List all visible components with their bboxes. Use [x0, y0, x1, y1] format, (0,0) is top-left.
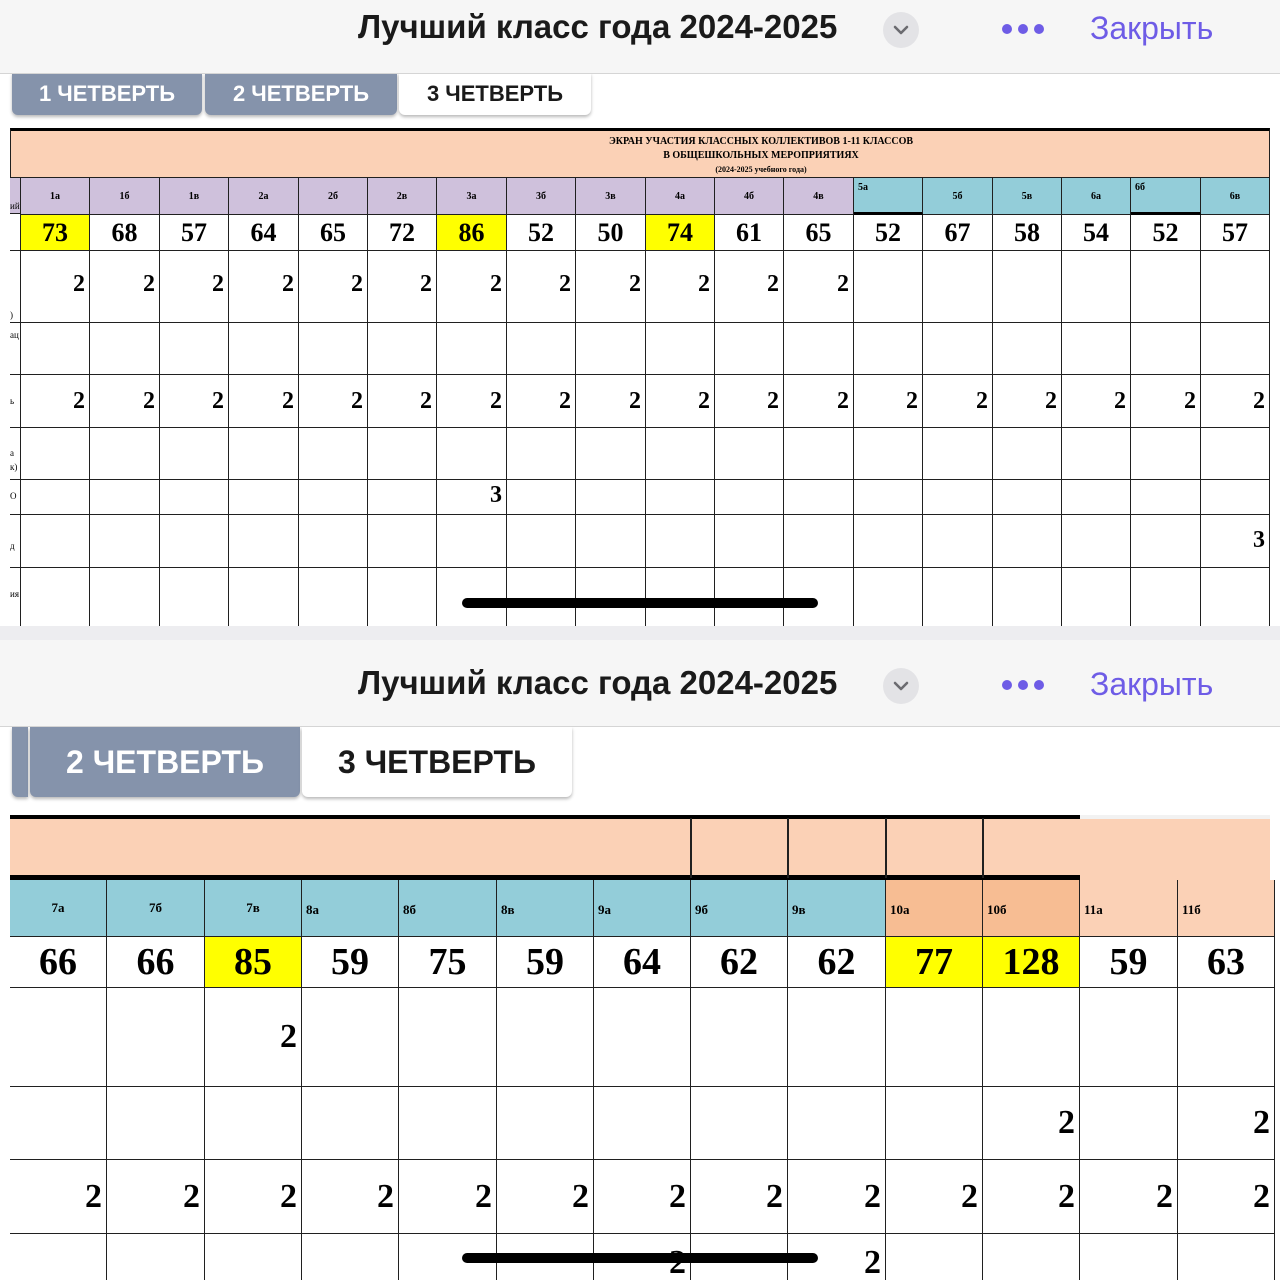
points-cell: 2	[229, 375, 299, 428]
points-cell	[399, 1087, 497, 1160]
points-cell: 2	[299, 375, 368, 428]
points-cell	[497, 1087, 594, 1160]
points-cell	[784, 568, 854, 626]
sheet-title	[511, 135, 1011, 177]
row-label-fragment: к)	[10, 462, 18, 472]
points-cell	[886, 1234, 983, 1280]
points-cell	[21, 480, 90, 515]
points-cell	[437, 515, 507, 568]
class-header: 8в	[497, 880, 594, 937]
class-score: 52	[507, 215, 576, 251]
points-cell	[90, 323, 160, 375]
class-score: 59	[1080, 937, 1178, 988]
points-cell	[21, 515, 90, 568]
points-cell: 2	[229, 251, 299, 323]
tab-quarter-1-edge[interactable]	[12, 727, 28, 797]
points-cell: 2	[576, 251, 646, 323]
class-score: 64	[229, 215, 299, 251]
points-cell	[576, 515, 646, 568]
points-cell	[715, 480, 784, 515]
points-cell	[1131, 323, 1201, 375]
points-cell	[646, 515, 715, 568]
points-cell	[691, 988, 788, 1087]
class-score: 52	[1131, 215, 1201, 251]
class-header: 5а	[854, 178, 923, 215]
points-cell: 2	[21, 375, 90, 428]
class-header: 10б	[983, 880, 1080, 937]
class-header: 2в	[368, 178, 437, 215]
points-cell	[368, 323, 437, 375]
class-score: 86	[437, 215, 507, 251]
more-icon[interactable]	[1002, 20, 1046, 36]
points-cell: 2	[993, 375, 1062, 428]
class-header: 3а	[437, 178, 507, 215]
points-cell	[993, 515, 1062, 568]
points-cell	[993, 480, 1062, 515]
points-cell	[205, 1234, 302, 1280]
points-cell	[854, 323, 923, 375]
points-cell: 2	[437, 251, 507, 323]
points-cell	[1201, 568, 1270, 626]
points-cell	[1131, 480, 1201, 515]
class-header: 1а	[21, 178, 90, 215]
points-cell	[788, 988, 886, 1087]
class-header: 9б	[691, 880, 788, 937]
points-cell	[1062, 323, 1131, 375]
points-cell	[90, 428, 160, 480]
points-cell: 2	[646, 251, 715, 323]
points-cell	[1080, 1087, 1178, 1160]
row-label-fragment: ь	[10, 396, 15, 406]
points-cell: 2	[854, 375, 923, 428]
points-cell	[10, 988, 107, 1087]
points-cell	[1080, 1234, 1178, 1280]
tab-quarter-2[interactable]: 2 ЧЕТВЕРТЬ	[30, 727, 300, 797]
row-label-fragment: )	[10, 310, 13, 320]
tab-quarter-3[interactable]: 3 ЧЕТВЕРТЬ	[302, 727, 572, 797]
points-cell	[715, 428, 784, 480]
screenshot-divider	[0, 626, 1280, 640]
row-label-fragment: ац	[10, 330, 19, 340]
class-score: 66	[107, 937, 205, 988]
points-cell	[21, 568, 90, 626]
points-cell	[160, 323, 229, 375]
class-header: 11а	[1080, 880, 1178, 937]
home-indicator	[462, 598, 818, 608]
class-score: 65	[299, 215, 368, 251]
points-cell	[205, 1087, 302, 1160]
row-label-fragment: О	[10, 491, 17, 501]
class-header: 4а	[646, 178, 715, 215]
points-cell	[302, 988, 399, 1087]
points-cell	[993, 251, 1062, 323]
points-cell	[299, 323, 368, 375]
points-cell	[107, 1087, 205, 1160]
points-cell: 2	[788, 1234, 886, 1280]
points-cell	[299, 480, 368, 515]
class-header: 3в	[576, 178, 646, 215]
points-cell: 2	[983, 1087, 1080, 1160]
points-cell: 2	[160, 375, 229, 428]
row-label-fragment: ий	[10, 201, 20, 211]
points-cell	[594, 988, 691, 1087]
points-cell	[302, 1234, 399, 1280]
points-cell	[1131, 428, 1201, 480]
points-cell	[507, 323, 576, 375]
class-header: 8а	[302, 880, 399, 937]
class-score: 58	[993, 215, 1062, 251]
points-cell: 2	[1080, 1160, 1178, 1234]
points-cell	[646, 323, 715, 375]
points-cell: 2	[784, 375, 854, 428]
class-score: 77	[886, 937, 983, 988]
header-divider	[885, 818, 887, 878]
class-score: 63	[1178, 937, 1275, 988]
points-cell	[90, 480, 160, 515]
points-cell	[923, 251, 993, 323]
points-cell	[160, 515, 229, 568]
class-score: 62	[691, 937, 788, 988]
points-cell	[107, 988, 205, 1087]
class-header: 7в	[205, 880, 302, 937]
points-cell	[507, 515, 576, 568]
points-cell: 2	[507, 375, 576, 428]
points-cell: 2	[1178, 1160, 1275, 1234]
class-header: 8б	[399, 880, 497, 937]
points-cell	[90, 515, 160, 568]
sheet-title-line: В ОБЩЕШКОЛЬНЫХ МЕРОПРИЯТИЯХ	[663, 150, 859, 161]
class-header: 4в	[784, 178, 854, 215]
points-cell	[1131, 515, 1201, 568]
window-title: Лучший класс года 2024-2025	[358, 8, 838, 45]
points-cell: 2	[576, 375, 646, 428]
class-header: 2б	[299, 178, 368, 215]
points-cell	[507, 480, 576, 515]
points-cell	[10, 1234, 107, 1280]
class-score: 54	[1062, 215, 1131, 251]
class-score: 64	[594, 937, 691, 988]
points-cell	[437, 568, 507, 626]
points-cell	[90, 568, 160, 626]
points-cell: 2	[507, 251, 576, 323]
class-score: 128	[983, 937, 1080, 988]
points-cell	[229, 568, 299, 626]
close-button[interactable]: Закрыть	[1090, 666, 1214, 702]
sheet-title-band-end	[1080, 815, 1270, 880]
points-cell	[854, 480, 923, 515]
points-cell	[923, 323, 993, 375]
nav-bar	[0, 640, 1280, 727]
points-cell	[1131, 568, 1201, 626]
points-cell	[1062, 515, 1131, 568]
class-score: 73	[21, 215, 90, 251]
tab-quarter-1[interactable]: 1 ЧЕТВЕРТЬ	[12, 73, 202, 115]
class-header: 4б	[715, 178, 784, 215]
header-divider	[982, 818, 984, 878]
class-header: 6б	[1131, 178, 1201, 215]
points-cell: 2	[368, 375, 437, 428]
points-cell: 3	[1201, 515, 1270, 568]
class-header: 7а	[10, 880, 107, 937]
sheet-title-line: ЭКРАН УЧАСТИЯ КЛАССНЫХ КОЛЛЕКТИВОВ 1-11 КЛАССОВ	[608, 136, 914, 147]
points-cell	[1201, 428, 1270, 480]
class-score: 67	[923, 215, 993, 251]
points-cell: 2	[299, 251, 368, 323]
points-cell: 2	[594, 1160, 691, 1234]
points-cell	[368, 515, 437, 568]
points-cell	[576, 480, 646, 515]
points-cell	[923, 568, 993, 626]
points-cell	[160, 428, 229, 480]
points-cell	[784, 428, 854, 480]
points-cell	[299, 428, 368, 480]
points-cell	[368, 568, 437, 626]
more-icon[interactable]	[1002, 676, 1046, 692]
points-cell	[1201, 323, 1270, 375]
points-cell	[437, 428, 507, 480]
points-cell	[1062, 480, 1131, 515]
points-cell	[437, 323, 507, 375]
class-score: 59	[497, 937, 594, 988]
points-cell	[21, 428, 90, 480]
points-cell	[107, 1234, 205, 1280]
points-cell	[983, 1234, 1080, 1280]
points-cell	[302, 1087, 399, 1160]
points-cell	[1062, 568, 1131, 626]
points-cell: 2	[205, 1160, 302, 1234]
nav-bar	[0, 0, 1280, 74]
points-cell	[594, 1087, 691, 1160]
class-header: 2а	[229, 178, 299, 215]
points-cell	[1201, 480, 1270, 515]
points-cell: 2	[784, 251, 854, 323]
points-cell: 2	[497, 1160, 594, 1234]
points-cell: 2	[10, 1160, 107, 1234]
class-score: 50	[576, 215, 646, 251]
points-cell	[160, 480, 229, 515]
class-header: 6а	[1062, 178, 1131, 215]
points-cell	[715, 323, 784, 375]
class-header: 10а	[886, 880, 983, 937]
points-cell	[21, 323, 90, 375]
class-header: 5б	[923, 178, 993, 215]
class-header: 11б	[1178, 880, 1275, 937]
chevron-down-icon[interactable]	[883, 12, 919, 48]
points-cell	[368, 428, 437, 480]
points-cell	[1062, 428, 1131, 480]
class-score: 66	[10, 937, 107, 988]
screenshot-bottom	[0, 640, 1280, 1280]
points-cell	[923, 428, 993, 480]
points-cell: 2	[691, 1160, 788, 1234]
points-cell	[497, 988, 594, 1087]
window-title: Лучший класс года 2024-2025	[358, 664, 838, 701]
points-cell	[1080, 988, 1178, 1087]
points-cell: 2	[368, 251, 437, 323]
points-cell	[160, 568, 229, 626]
points-cell: 2	[1062, 375, 1131, 428]
points-cell	[646, 568, 715, 626]
tab-quarter-3[interactable]: 3 ЧЕТВЕРТЬ	[399, 73, 591, 115]
class-score: 52	[854, 215, 923, 251]
points-cell	[10, 1087, 107, 1160]
points-cell	[1178, 1234, 1275, 1280]
points-cell	[983, 988, 1080, 1087]
points-cell	[399, 988, 497, 1087]
points-cell	[299, 515, 368, 568]
points-cell: 2	[90, 251, 160, 323]
points-cell	[923, 480, 993, 515]
points-cell	[854, 515, 923, 568]
points-cell	[854, 251, 923, 323]
points-cell	[368, 480, 437, 515]
class-score: 74	[646, 215, 715, 251]
class-header: 7б	[107, 880, 205, 937]
points-cell	[229, 515, 299, 568]
class-header: 6в	[1201, 178, 1270, 215]
points-cell	[576, 323, 646, 375]
points-cell	[886, 1087, 983, 1160]
class-header: 1б	[90, 178, 160, 215]
sheet-title-line: (2024-2025 учебного года)	[715, 165, 807, 174]
points-cell	[691, 1087, 788, 1160]
screenshot-top	[0, 0, 1280, 626]
row-stub	[10, 214, 21, 251]
class-header: 1в	[160, 178, 229, 215]
class-score: 57	[1201, 215, 1270, 251]
points-cell	[784, 323, 854, 375]
points-cell	[715, 515, 784, 568]
class-score: 59	[302, 937, 399, 988]
points-cell	[784, 480, 854, 515]
class-score: 68	[90, 215, 160, 251]
points-cell: 2	[715, 375, 784, 428]
points-cell	[923, 515, 993, 568]
class-score: 75	[399, 937, 497, 988]
points-cell	[646, 480, 715, 515]
sheet-title-band	[10, 128, 1270, 178]
points-cell: 2	[923, 375, 993, 428]
class-score: 57	[160, 215, 229, 251]
points-cell: 2	[715, 251, 784, 323]
class-score: 65	[784, 215, 854, 251]
points-cell	[886, 988, 983, 1087]
class-header: 9в	[788, 880, 886, 937]
points-cell	[299, 568, 368, 626]
class-score: 62	[788, 937, 886, 988]
header-divider	[787, 818, 789, 878]
points-cell	[993, 323, 1062, 375]
points-cell: 2	[1131, 375, 1201, 428]
points-cell: 2	[1201, 375, 1270, 428]
tab-quarter-2[interactable]: 2 ЧЕТВЕРТЬ	[205, 73, 397, 115]
points-cell: 2	[21, 251, 90, 323]
close-button[interactable]: Закрыть	[1090, 10, 1214, 46]
points-cell: 2	[107, 1160, 205, 1234]
points-cell: 2	[983, 1160, 1080, 1234]
class-header: 3б	[507, 178, 576, 215]
points-cell	[229, 480, 299, 515]
points-cell: 2	[399, 1160, 497, 1234]
points-cell: 2	[886, 1160, 983, 1234]
points-cell: 2	[205, 988, 302, 1087]
home-indicator	[462, 1253, 818, 1263]
row-label-fragment: д	[10, 541, 15, 551]
points-cell: 2	[302, 1160, 399, 1234]
points-cell	[646, 428, 715, 480]
row-label-fragment: а	[10, 448, 14, 458]
points-cell: 2	[90, 375, 160, 428]
class-score: 72	[368, 215, 437, 251]
class-score: 61	[715, 215, 784, 251]
header-divider	[690, 818, 692, 878]
points-cell	[993, 428, 1062, 480]
row-label-fragment: ия	[10, 589, 19, 599]
points-cell	[1131, 251, 1201, 323]
points-cell	[784, 515, 854, 568]
points-cell	[1178, 988, 1275, 1087]
points-cell: 2	[646, 375, 715, 428]
points-cell: 2	[1178, 1087, 1275, 1160]
points-cell	[1201, 251, 1270, 323]
points-cell	[1062, 251, 1131, 323]
points-cell	[854, 568, 923, 626]
chevron-down-icon[interactable]	[883, 668, 919, 704]
class-score: 85	[205, 937, 302, 988]
points-cell	[229, 323, 299, 375]
points-cell	[229, 428, 299, 480]
points-cell	[854, 428, 923, 480]
points-cell	[788, 1087, 886, 1160]
points-cell: 2	[437, 375, 507, 428]
points-cell: 3	[437, 480, 507, 515]
points-cell: 2	[788, 1160, 886, 1234]
class-header: 9а	[594, 880, 691, 937]
points-cell	[576, 428, 646, 480]
class-header: 5в	[993, 178, 1062, 215]
points-cell	[507, 428, 576, 480]
points-cell	[576, 568, 646, 626]
points-cell	[715, 568, 784, 626]
points-cell	[507, 568, 576, 626]
points-cell: 2	[160, 251, 229, 323]
points-cell	[993, 568, 1062, 626]
